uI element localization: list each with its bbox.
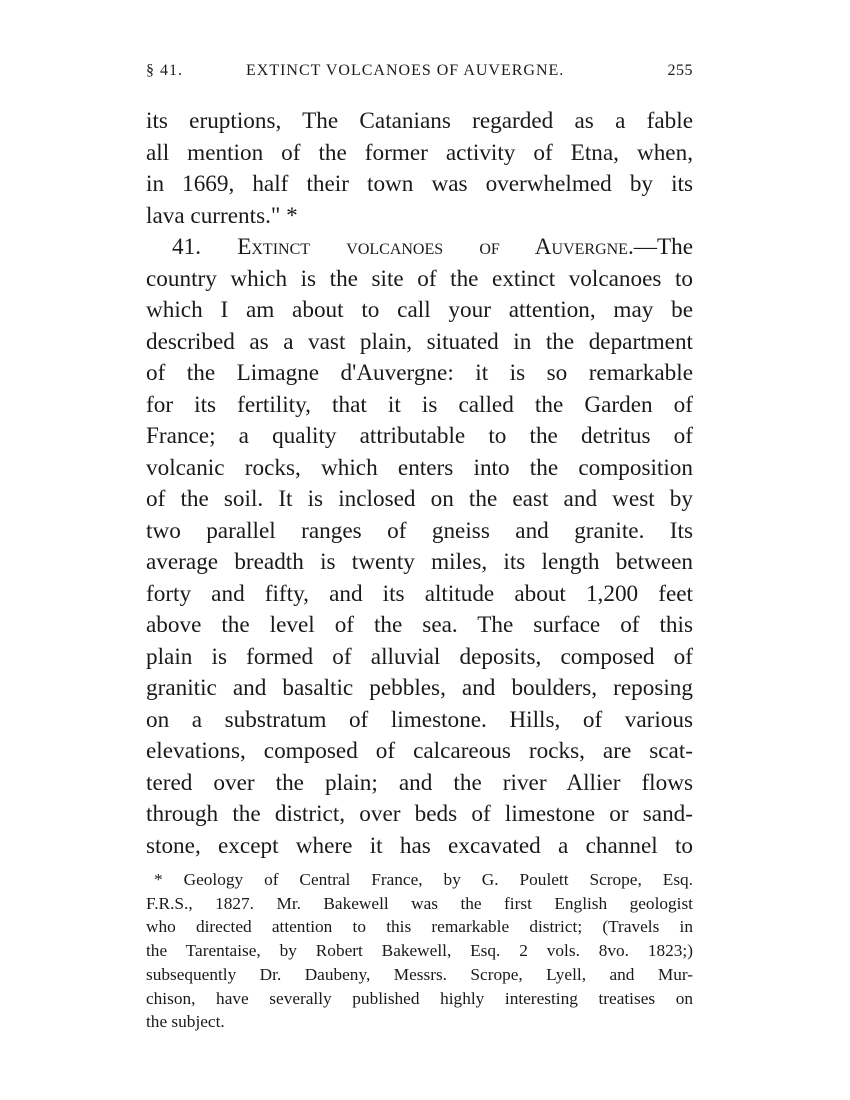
footnote-line: chison, have severally published highly interesting treatises on: [146, 988, 693, 1008]
section-heading-tail: —The: [633, 234, 694, 260]
text-line: volcanic rocks, which enters into the composition: [146, 454, 693, 481]
section-heading-line: [146, 232, 693, 264]
page-number: 255: [667, 62, 693, 79]
text-line: described as a vast plain, situated in the department: [146, 328, 693, 355]
book-page: [146, 62, 693, 1034]
footnote-line: the Tarentaise, by Robert Bakewell, Esq. 2 vols. 8vo. 1823;): [146, 941, 693, 961]
section-heading: Extinct volcanoes of Auvergne.: [237, 234, 634, 260]
text-line: plain is formed of alluvial deposits, composed of: [146, 643, 693, 670]
section-marker: § 41.: [146, 62, 183, 79]
text-line: its eruptions, The Catanians regarded as a fable: [146, 108, 693, 134]
text-line: which I am about to call your attention, may be: [146, 297, 693, 323]
footnote-line: F.R.S., 1827. Mr. Bakewell was the first English geologist: [146, 893, 693, 913]
text-line: all mention of the former activity of Etna, when,: [146, 139, 693, 166]
text-line: lava currents." *: [146, 202, 298, 229]
text-line: forty and fifty, and its altitude about 1,200 feet: [146, 580, 693, 607]
footnote: [146, 868, 693, 1034]
text-line: granitic and basaltic pebbles, and boulders, reposing: [146, 675, 693, 701]
text-line: two parallel ranges of gneiss and granite. Its: [146, 517, 693, 544]
footnote-line: who directed attention to this remarkable district; (Travels in: [146, 917, 693, 937]
text-line: on a substratum of limestone. Hills, of various: [146, 706, 693, 733]
body-text: [146, 106, 693, 862]
text-line: through the district, over beds of limestone or sand-: [146, 801, 693, 827]
text-line: of the Limagne d'Auvergne: it is so remarkable: [146, 360, 693, 386]
text-line: of the soil. It is inclosed on the east and west by: [146, 486, 693, 512]
section-number: 41.: [172, 234, 201, 260]
text-line: stone, except where it has excavated a channel to: [146, 832, 693, 859]
text-line: above the level of the sea. The surface of this: [146, 612, 693, 638]
text-line: tered over the plain; and the river Allier flows: [146, 769, 693, 796]
text-line: elevations, composed of calcareous rocks, are scat-: [146, 738, 693, 764]
footnote-line: subsequently Dr. Daubeny, Messrs. Scrope, Lyell, and Mur-: [146, 964, 693, 984]
text-line: average breadth is twenty miles, its length between: [146, 549, 693, 575]
running-head: [146, 62, 693, 90]
text-line: for its fertility, that it is called the Garden of: [146, 391, 693, 418]
text-line: country which is the site of the extinct volcanoes to: [146, 265, 693, 292]
running-title: EXTINCT VOLCANOES OF AUVERGNE.: [246, 62, 565, 79]
text-line: France; a quality attributable to the detritus of: [146, 423, 693, 449]
footnote-line: the subject.: [146, 1012, 225, 1032]
footnote-line: * Geology of Central France, by G. Poulett Scrope, Esq.: [154, 870, 693, 889]
text-line: in 1669, half their town was overwhelmed by its: [146, 171, 693, 197]
